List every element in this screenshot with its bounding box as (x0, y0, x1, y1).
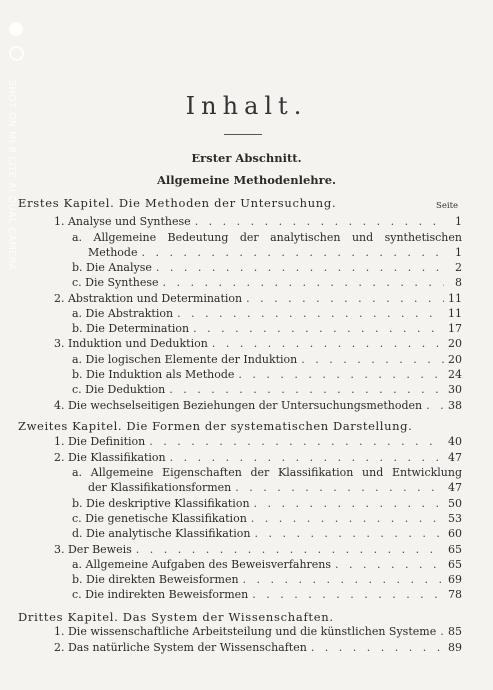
leader-dots (252, 587, 444, 602)
toc-entry[interactable] (54, 640, 462, 655)
entry-text: a. Die logischen Elemente der Induktion (72, 353, 298, 366)
leader-dots (212, 336, 444, 351)
entry-text: a. Allgemeine Aufgaben des Beweisverfahrens (72, 558, 332, 571)
entry-page: 2 (455, 261, 462, 274)
toc-entry[interactable] (72, 496, 462, 511)
entry-text: b. Die deskriptive Klassifikation (72, 497, 250, 510)
page-title: Inhalt. (185, 92, 308, 120)
leader-dots (238, 367, 444, 382)
entry-page: 1 (455, 246, 462, 259)
entry-page: 1 (455, 215, 462, 228)
toc-entry[interactable] (54, 450, 462, 465)
toc-entry[interactable] (72, 511, 462, 526)
toc-entry[interactable] (54, 398, 462, 413)
toc-entry[interactable] (72, 321, 462, 336)
leader-dots (246, 291, 444, 306)
entry-text: 3. Induktion und Deduktion (54, 337, 208, 350)
leader-dots (251, 511, 444, 526)
leader-dots (254, 526, 444, 541)
entry-page: 65 (448, 558, 462, 571)
toc-entry[interactable] (72, 587, 462, 602)
toc-entry-line: a. Allgemeine Bedeutung der analytischen und synthetischen (72, 231, 462, 244)
entry-page: 65 (448, 543, 462, 556)
entry-page: 20 (448, 337, 462, 350)
leader-dots (141, 245, 444, 260)
leader-dots (254, 496, 444, 511)
toc-entry[interactable] (54, 434, 462, 449)
entry-text: b. Die Induktion als Methode (72, 368, 235, 381)
entry-page: 11 (448, 307, 462, 320)
entry-page: 85 (448, 625, 462, 638)
entry-text: b. Die Determination (72, 322, 190, 335)
entry-page: 47 (448, 451, 462, 464)
entry-text: 2. Abstraktion und Determination (54, 292, 243, 305)
entry-page: 60 (448, 527, 462, 540)
toc-entry[interactable] (72, 260, 462, 275)
entry-text: 3. Der Beweis (54, 543, 132, 556)
entry-text: 4. Die wechselseitigen Beziehungen der Untersuchungsmethoden (54, 399, 423, 412)
entry-text: 2. Die Klassifikation (54, 451, 166, 464)
leader-dots (311, 640, 444, 655)
leader-dots (170, 450, 444, 465)
leader-dots (149, 434, 444, 449)
chapter-title: Erstes Kapitel. Die Methoden der Untersuchung. (18, 196, 337, 210)
toc-entry[interactable] (72, 557, 462, 572)
entry-page: 24 (448, 368, 462, 381)
entry-text: 2. Das natürliche System der Wissenschaften (54, 641, 307, 654)
toc-entry[interactable] (54, 624, 462, 639)
title-rule (224, 134, 262, 135)
entry-text: 1. Die wissenschaftliche Arbeitsteilung und die künstlichen Systeme (54, 625, 437, 638)
entry-text: 1. Die Definition (54, 435, 146, 448)
watermark-dot-icon (9, 22, 23, 36)
entry-text: d. Die analytische Klassifikation (72, 527, 251, 540)
toc-entry-line: a. Allgemeine Eigenschaften der Klassifikation und Entwicklung (72, 466, 462, 479)
entry-page: 30 (448, 383, 462, 396)
toc-entry[interactable] (72, 352, 462, 367)
entry-text: c. Die Synthese (72, 276, 159, 289)
entry-page: 17 (448, 322, 462, 335)
toc-entry[interactable] (72, 306, 462, 321)
entry-text: c. Die indirekten Beweisformen (72, 588, 249, 601)
entry-page: 38 (448, 399, 462, 412)
entry-page: 89 (448, 641, 462, 654)
entry-text: c. Die genetische Klassifikation (72, 512, 247, 525)
entry-page: 40 (448, 435, 462, 448)
leader-dots (177, 306, 444, 321)
entry-page: 11 (448, 292, 462, 305)
toc-entry[interactable] (88, 480, 462, 495)
entry-page: 69 (448, 573, 462, 586)
leader-dots (235, 480, 444, 495)
leader-dots (193, 321, 444, 336)
entry-page: 78 (448, 588, 462, 601)
leader-dots (440, 624, 444, 639)
toc-entry[interactable] (54, 214, 462, 229)
toc-entry[interactable] (72, 526, 462, 541)
toc-entry[interactable] (72, 572, 462, 587)
entry-page: 53 (448, 512, 462, 525)
entry-page: 8 (455, 276, 462, 289)
leader-dots (243, 572, 444, 587)
entry-text: der Klassifikationsformen (88, 481, 232, 494)
watermark-text: SHOT ON MI 8 LITE AI DUAL CAMERA (6, 80, 17, 271)
entry-text: b. Die Analyse (72, 261, 152, 274)
leader-dots (335, 557, 444, 572)
leader-dots (136, 542, 444, 557)
toc-entry[interactable] (72, 275, 462, 290)
entry-page: 47 (448, 481, 462, 494)
toc-entry[interactable] (54, 336, 462, 351)
entry-text: b. Die direkten Beweisformen (72, 573, 239, 586)
entry-text: 1. Analyse und Synthese (54, 215, 191, 228)
entry-text: a. Die Abstraktion (72, 307, 174, 320)
toc-entry[interactable] (54, 542, 462, 557)
leader-dots (156, 260, 444, 275)
leader-dots (195, 214, 444, 229)
entry-page: 50 (448, 497, 462, 510)
watermark-circle-icon (9, 46, 24, 61)
leader-dots (169, 382, 444, 397)
section-heading: Erster Abschnitt. (191, 151, 302, 165)
toc-entry[interactable] (72, 367, 462, 382)
leader-dots (163, 275, 444, 290)
toc-entry[interactable] (54, 291, 462, 306)
chapter-title: Drittes Kapitel. Das System der Wissenschaften. (18, 610, 334, 624)
leader-dots (301, 352, 444, 367)
toc-entry[interactable] (88, 245, 462, 260)
toc-entry[interactable] (72, 382, 462, 397)
entry-page: 20 (448, 353, 462, 366)
entry-text: Methode (88, 246, 138, 259)
page-column-header: Seite (436, 201, 459, 211)
subsection-heading: Allgemeine Methodenlehre. (156, 173, 337, 187)
entry-text: c. Die Deduktion (72, 383, 166, 396)
chapter-title: Zweites Kapitel. Die Formen der systematischen Darstellung. (18, 419, 413, 433)
leader-dots (426, 398, 444, 413)
